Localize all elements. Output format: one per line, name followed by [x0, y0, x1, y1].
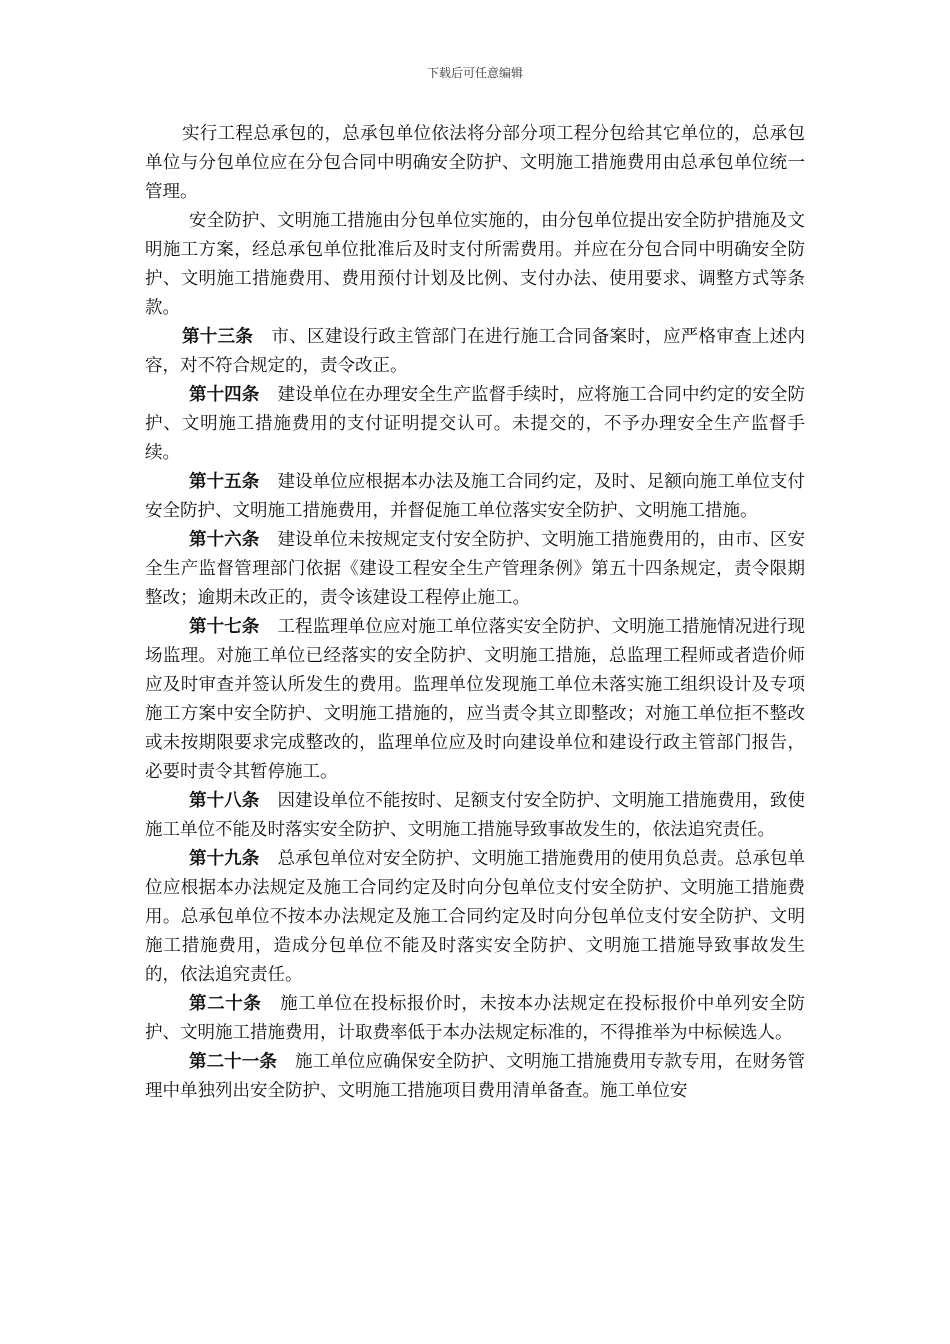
paragraph — [145, 207, 805, 323]
article-label: 第十六条 — [189, 530, 260, 550]
article-14 — [145, 381, 805, 468]
article-15 — [145, 468, 805, 526]
article-18 — [145, 787, 805, 845]
article-21 — [145, 1048, 805, 1106]
article-text: 建设单位未按规定支付安全防护、文明施工措施费用的，由市、区安全生产监督管理部门依据《建设工程安全生产管理条例》第五十四条规定，责令限期整改；逾期未改正的，责令该建设工程停止施工。 — [145, 530, 806, 608]
article-text: 因建设单位不能按时、足额支付安全防护、文明施工措施费用，致使施工单位不能及时落实安全防护、文明施工措施导致事故发生的，依法追究责任。 — [145, 791, 806, 840]
article-label: 第二十条 — [189, 994, 262, 1014]
article-label: 第十八条 — [189, 791, 260, 811]
article-text: 市、区建设行政主管部门在进行施工合同备案时，应严格审查上述内容，对不符合规定的，责令改正。 — [145, 327, 806, 376]
article-text: 施工单位在投标报价时，未按本办法规定在投标报价中单列安全防护、文明施工措施费用，计取费率低于本办法规定标准的，不得推举为中标候选人。 — [145, 994, 806, 1043]
article-20 — [145, 990, 805, 1048]
article-text: 建设单位应根据本办法及施工合同约定，及时、足额向施工单位支付安全防护、文明施工措施费用，并督促施工单位落实安全防护、文明施工措施。 — [145, 472, 806, 521]
article-text: 工程监理单位应对施工单位落实安全防护、文明施工措施情况进行现场监理。对施工单位已经落实的安全防护、文明施工措施，总监理工程师或者造价师应及时审查并签认所发生的费用。监理单位发现施工单位未落实施工组织设计及专项施工方案中安全防护、文明施工措施的，应当责令其立即整改；对施工单位拒不整改或未按期限要求完成整改的，监理单位应及时向建设单位和建设行政主管部门报告，必要时责令其暂停施工。 — [145, 617, 806, 782]
document-body — [145, 120, 805, 1106]
article-label: 第二十一条 — [189, 1052, 277, 1072]
paragraph — [145, 120, 805, 207]
article-19 — [145, 845, 805, 990]
article-label: 第十九条 — [189, 849, 260, 869]
article-text: 建设单位在办理安全生产监督手续时，应将施工合同中约定的安全防护、文明施工措施费用的支付证明提交认可。未提交的，不予办理安全生产监督手续。 — [145, 385, 806, 463]
article-label: 第十七条 — [189, 617, 260, 637]
article-label: 第十四条 — [189, 385, 260, 405]
article-16 — [145, 526, 805, 613]
paragraph-text: 安全防护、文明施工措施由分包单位实施的，由分包单位提出安全防护措施及文明施工方案，经总承包单位批准后及时支付所需费用。并应在分包合同中明确安全防护、文明施工措施费用、费用预付计划及比例、支付办法、使用要求、调整方式等条款。 — [145, 211, 805, 318]
article-label: 第十三条 — [182, 327, 254, 347]
article-text: 施工单位应确保安全防护、文明施工措施费用专款专用，在财务管理中单独列出安全防护、文明施工措施项目费用清单备查。施工单位安 — [145, 1052, 806, 1101]
paragraph-text: 实行工程总承包的，总承包单位依法将分部分项工程分包给其它单位的，总承包单位与分包单位应在分包合同中明确安全防护、文明施工措施费用由总承包单位统一管理。 — [145, 124, 805, 202]
article-13 — [145, 323, 805, 381]
article-text: 总承包单位对安全防护、文明施工措施费用的使用负总责。总承包单位应根据本办法规定及施工合同约定及时向分包单位支付安全防护、文明施工措施费用。总承包单位不按本办法规定及施工合同约定及时向分包单位支付安全防护、文明施工措施费用，造成分包单位不能及时落实安全防护、文明施工措施导致事故发生的，依法追究责任。 — [145, 849, 806, 985]
page-header: 下载后可任意编辑 — [426, 66, 523, 80]
article-17 — [145, 613, 805, 787]
article-label: 第十五条 — [189, 472, 260, 492]
